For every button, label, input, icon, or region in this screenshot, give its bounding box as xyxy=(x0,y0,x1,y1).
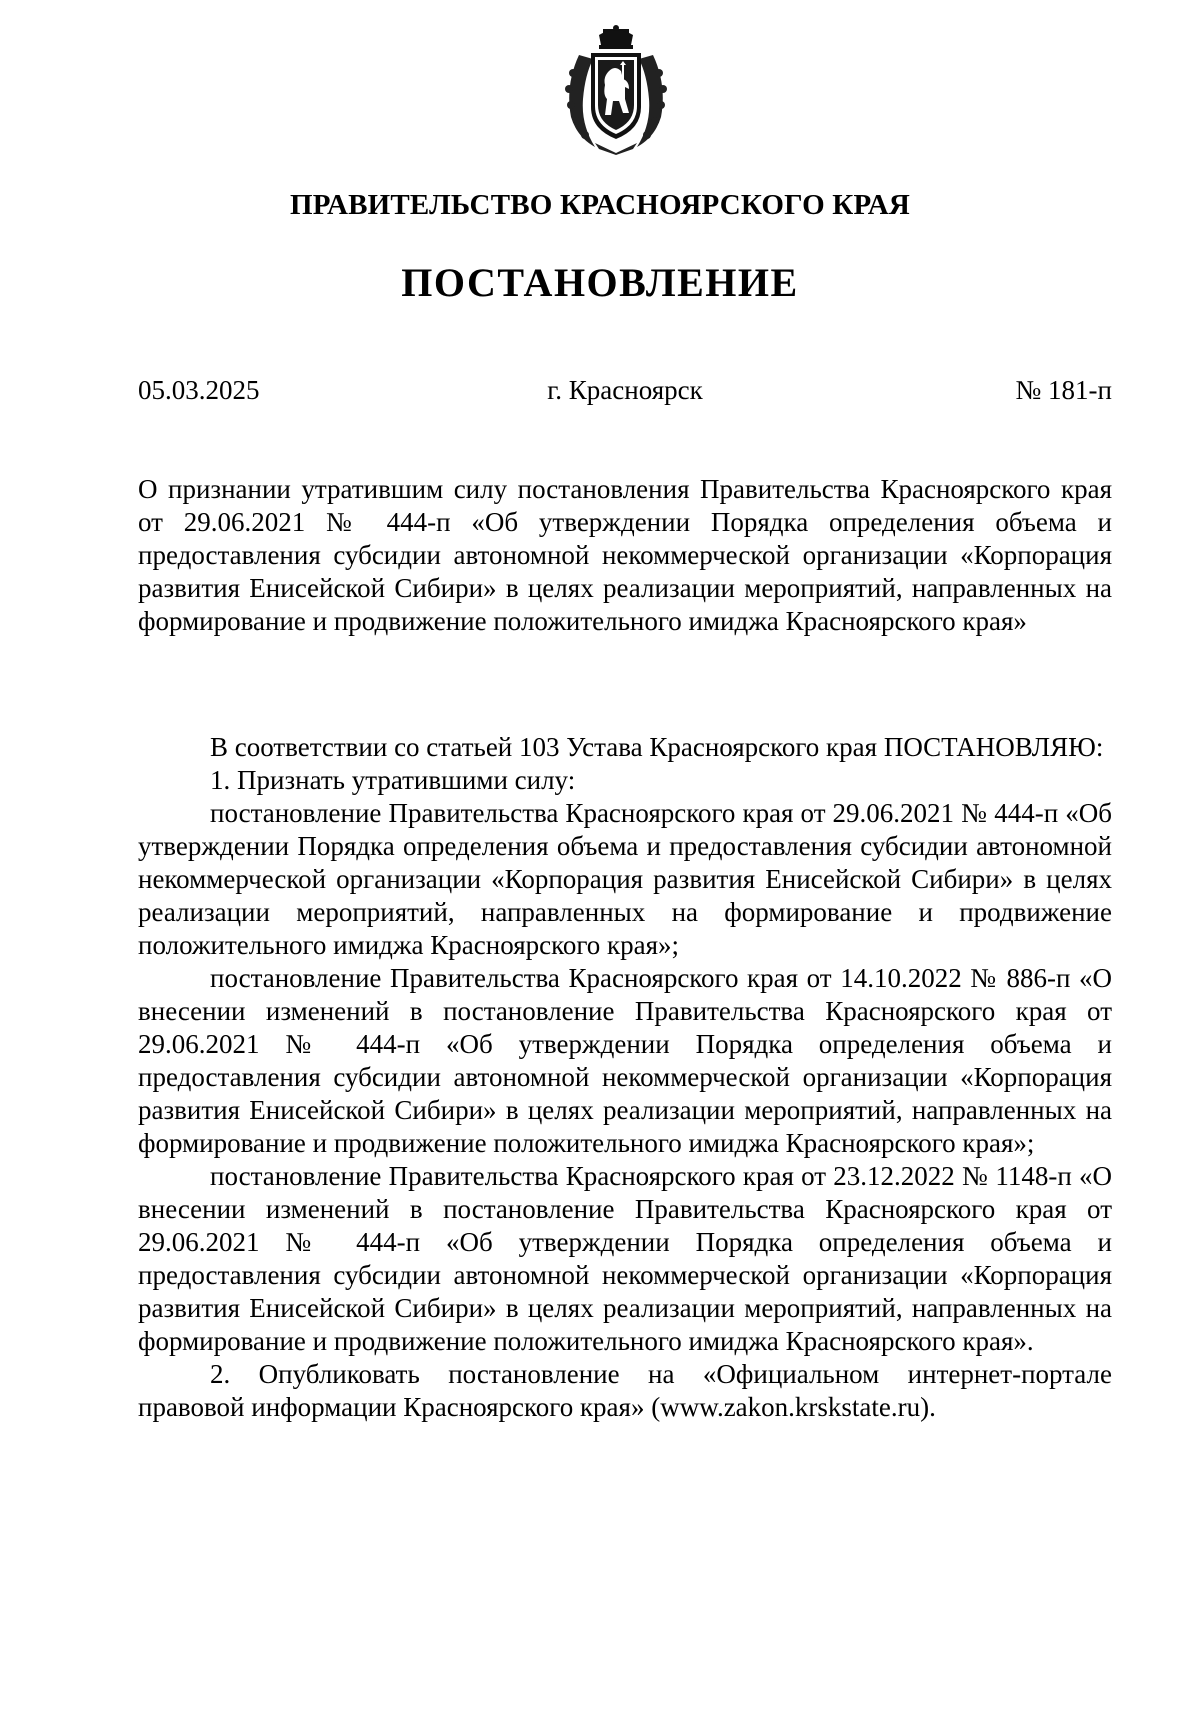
repealed-act-2: постановление Правительства Красноярского края от 14.10.2022 № 886-п «О внесении изменений в постановление Правительства Красноярского края от 29.06.2021 № 444-п «Об утверждении Порядка определения объема и предоставления субсидии автономной некоммерческой организации «Корпорация развития Енисейской Сибири» в целях реализации мероприятий, направленных на формирование и продвижение положительного имиджа Красноярского края»; xyxy=(138,963,1112,1158)
document-number: № 181-п xyxy=(1015,375,1112,405)
document-body xyxy=(138,731,1112,1424)
document-city: г. Красноярск xyxy=(547,375,703,405)
document-meta-row xyxy=(138,373,1112,407)
document-date: 05.03.2025 xyxy=(138,375,260,405)
repealed-act-1: постановление Правительства Красноярского края от 29.06.2021 № 444-п «Об утверждении Порядка определения объема и предоставления субсидии автономной некоммерческой организации «Корпорация развития Енисейской Сибири» в целях реализации мероприятий, направленных на формирование и продвижение положительного имиджа Красноярского края»; xyxy=(138,798,1112,960)
intro-paragraph: В соответствии со статьей 103 Устава Красноярского края ПОСТАНОВЛЯЮ: xyxy=(210,732,1104,762)
government-title: ПРАВИТЕЛЬСТВО КРАСНОЯРСКОГО КРАЯ xyxy=(289,189,911,221)
document-subject xyxy=(138,473,1112,638)
item-2-publish: 2. Опубликовать постановление на «Официальном интернет-портале правовой информации Красноярского края» (www.zakon.krskstate.ru). xyxy=(138,1359,1112,1422)
item-1-heading: 1. Признать утратившими силу: xyxy=(210,765,576,795)
coat-of-arms-icon xyxy=(559,25,673,155)
repealed-act-3: постановление Правительства Красноярского края от 23.12.2022 № 1148-п «О внесении изменений в постановление Правительства Красноярского края от 29.06.2021 № 444-п «Об утверждении Порядка определения объема и предоставления субсидии автономной некоммерческой организации «Корпорация развития Енисейской Сибири» в целях реализации мероприятий, направленных на формирование и продвижение положительного имиджа Красноярского края». xyxy=(138,1161,1112,1356)
document-type-title: ПОСТАНОВЛЕНИЕ xyxy=(401,260,799,305)
subject-text: О признании утратившим силу постановления Правительства Красноярского края от 29.06.2021 № 444-п «Об утверждении Порядка определения объема и предоставления субсидии автономной некоммерческой организации «Корпорация развития Енисейской Сибири» в целях реализации мероприятий, направленных на формирование и продвижение положительного имиджа Красноярского края» xyxy=(138,474,1112,636)
